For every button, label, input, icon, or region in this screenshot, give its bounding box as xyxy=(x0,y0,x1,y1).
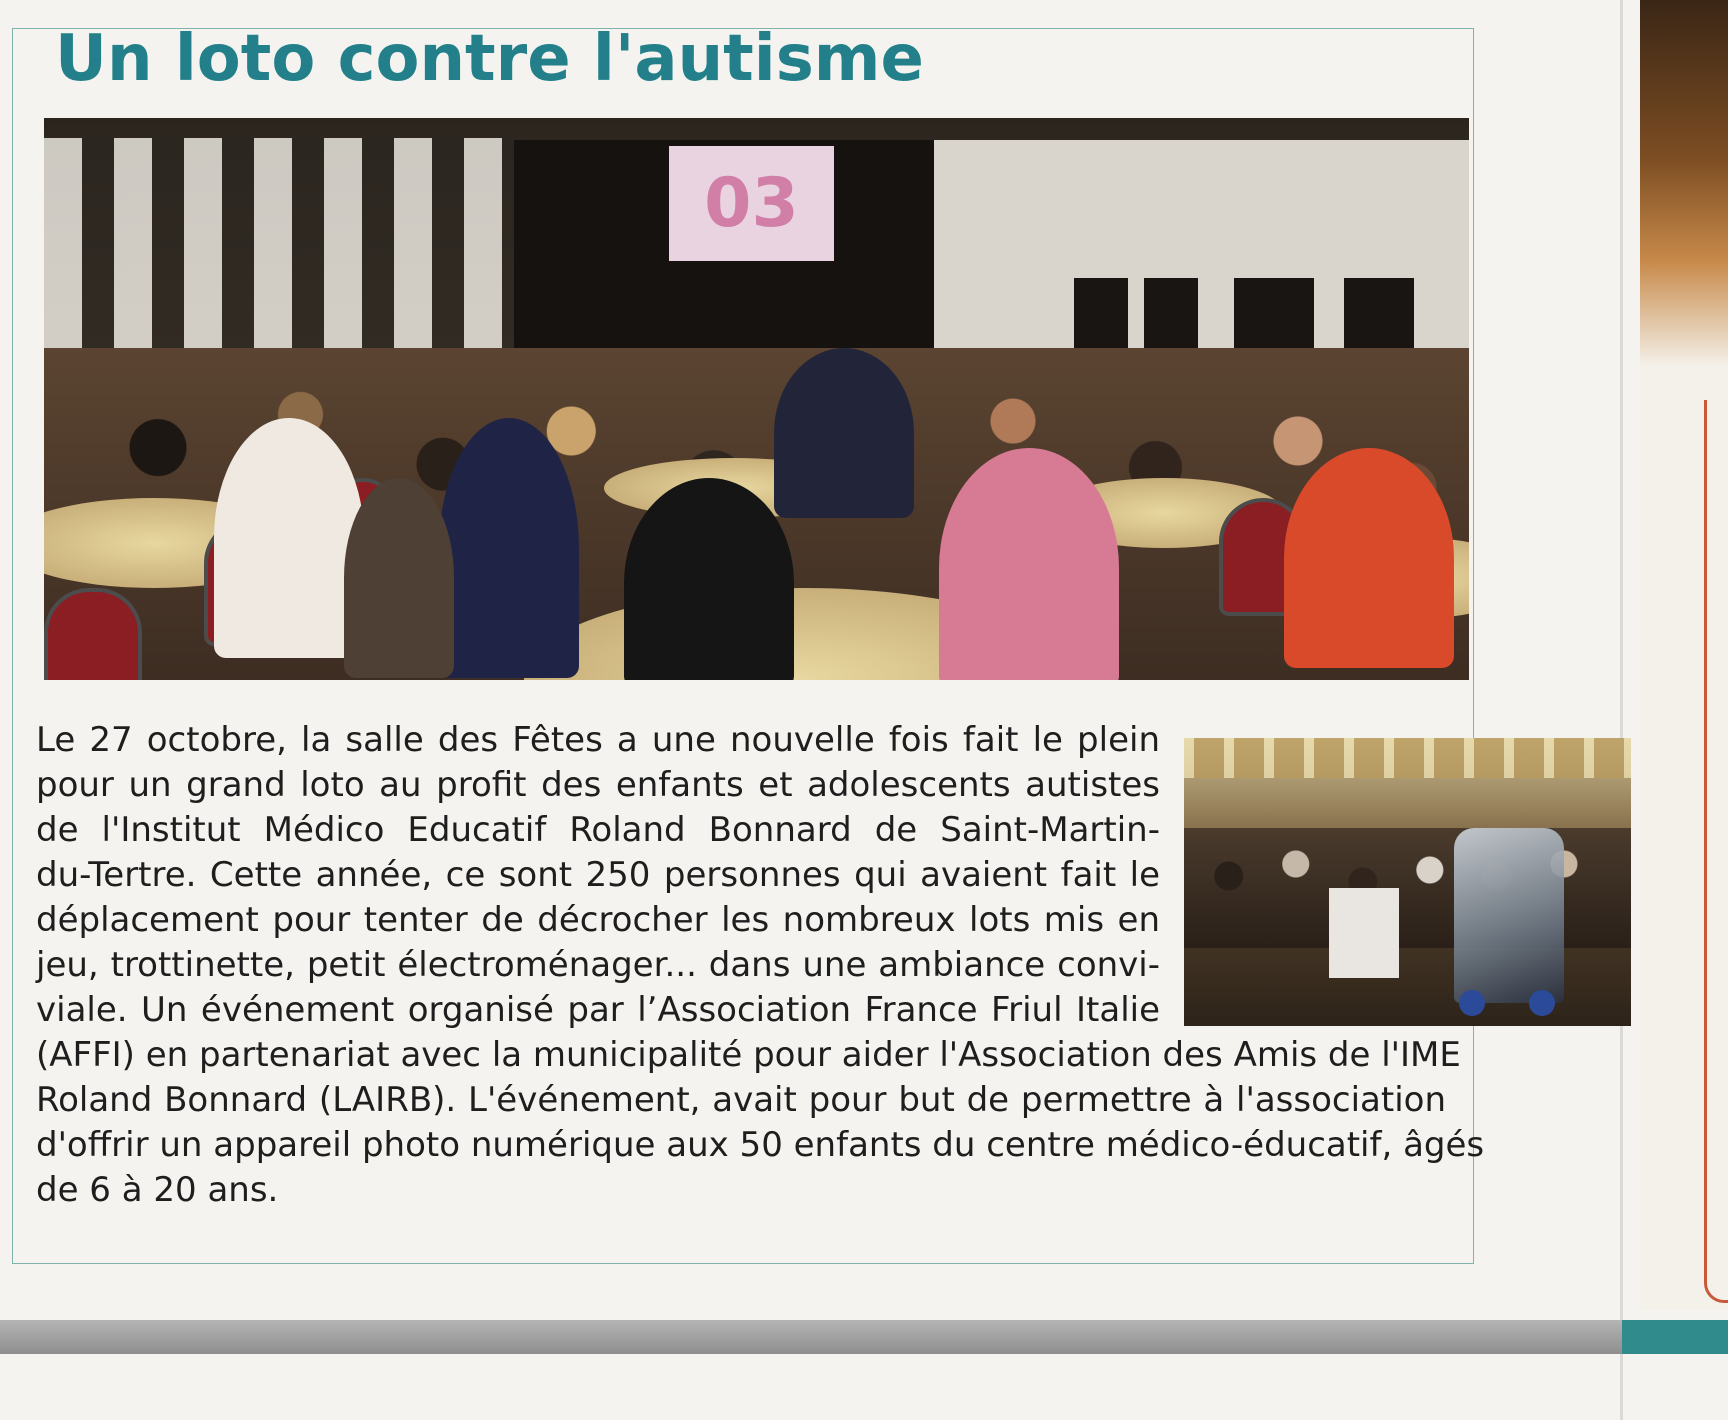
photo-wrapped-prize xyxy=(1454,828,1564,1003)
photo-prize-wheel xyxy=(1459,990,1485,1016)
photo-person xyxy=(774,348,914,518)
loto-hall-photo xyxy=(44,118,1469,680)
photo-person xyxy=(439,418,579,678)
page-fold xyxy=(1620,0,1623,1420)
photo-person xyxy=(1284,448,1454,668)
article-line: d'offrir un appareil photo numérique aux 50 enfants du centre médico-éducatif, âgés xyxy=(36,1125,1485,1165)
article-line: jeu, trottinette, petit électroménager... dans une ambiance convi- xyxy=(36,945,1160,985)
article-line: du-Tertre. Cette année, ce sont 250 personnes qui avaient fait le xyxy=(36,855,1160,895)
photo-projection-screen xyxy=(669,146,834,261)
photo-person xyxy=(624,478,794,680)
bottom-teal-band xyxy=(1622,1320,1728,1354)
article-line: Le 27 octobre, la salle des Fêtes a une nouvelle fois fait le plein xyxy=(36,720,1160,760)
article-title: Un loto contre l'autisme xyxy=(55,22,924,96)
article-line: déplacement pour tenter de décrocher les nombreux lots mis en xyxy=(36,900,1160,940)
article-line: (AFFI) en partenariat avec la municipalité pour aider l'Association des Amis de l'IME xyxy=(36,1035,1461,1075)
article-body xyxy=(36,718,1485,1213)
article-line: de l'Institut Médico Educatif Roland Bonnard de Saint-Martin- xyxy=(36,810,1160,850)
adjacent-page-border xyxy=(1704,400,1728,1303)
screen-number: 03 xyxy=(704,164,799,243)
article-line: de 6 à 20 ans. xyxy=(36,1170,279,1210)
article-line: pour un grand loto au profit des enfants et adolescents autistes xyxy=(36,765,1160,805)
photo-chair xyxy=(44,588,142,680)
photo-person xyxy=(939,448,1119,680)
photo-person xyxy=(344,478,454,678)
article-line: Roland Bonnard (LAIRB). L'événement, avait pour but de permettre à l'association xyxy=(36,1080,1446,1120)
photo-prize-wheel xyxy=(1529,990,1555,1016)
photo-person xyxy=(214,418,364,658)
article-line: viale. Un événement organisé par l’Association France Friul Italie xyxy=(36,990,1160,1030)
bottom-gray-band xyxy=(0,1320,1728,1354)
